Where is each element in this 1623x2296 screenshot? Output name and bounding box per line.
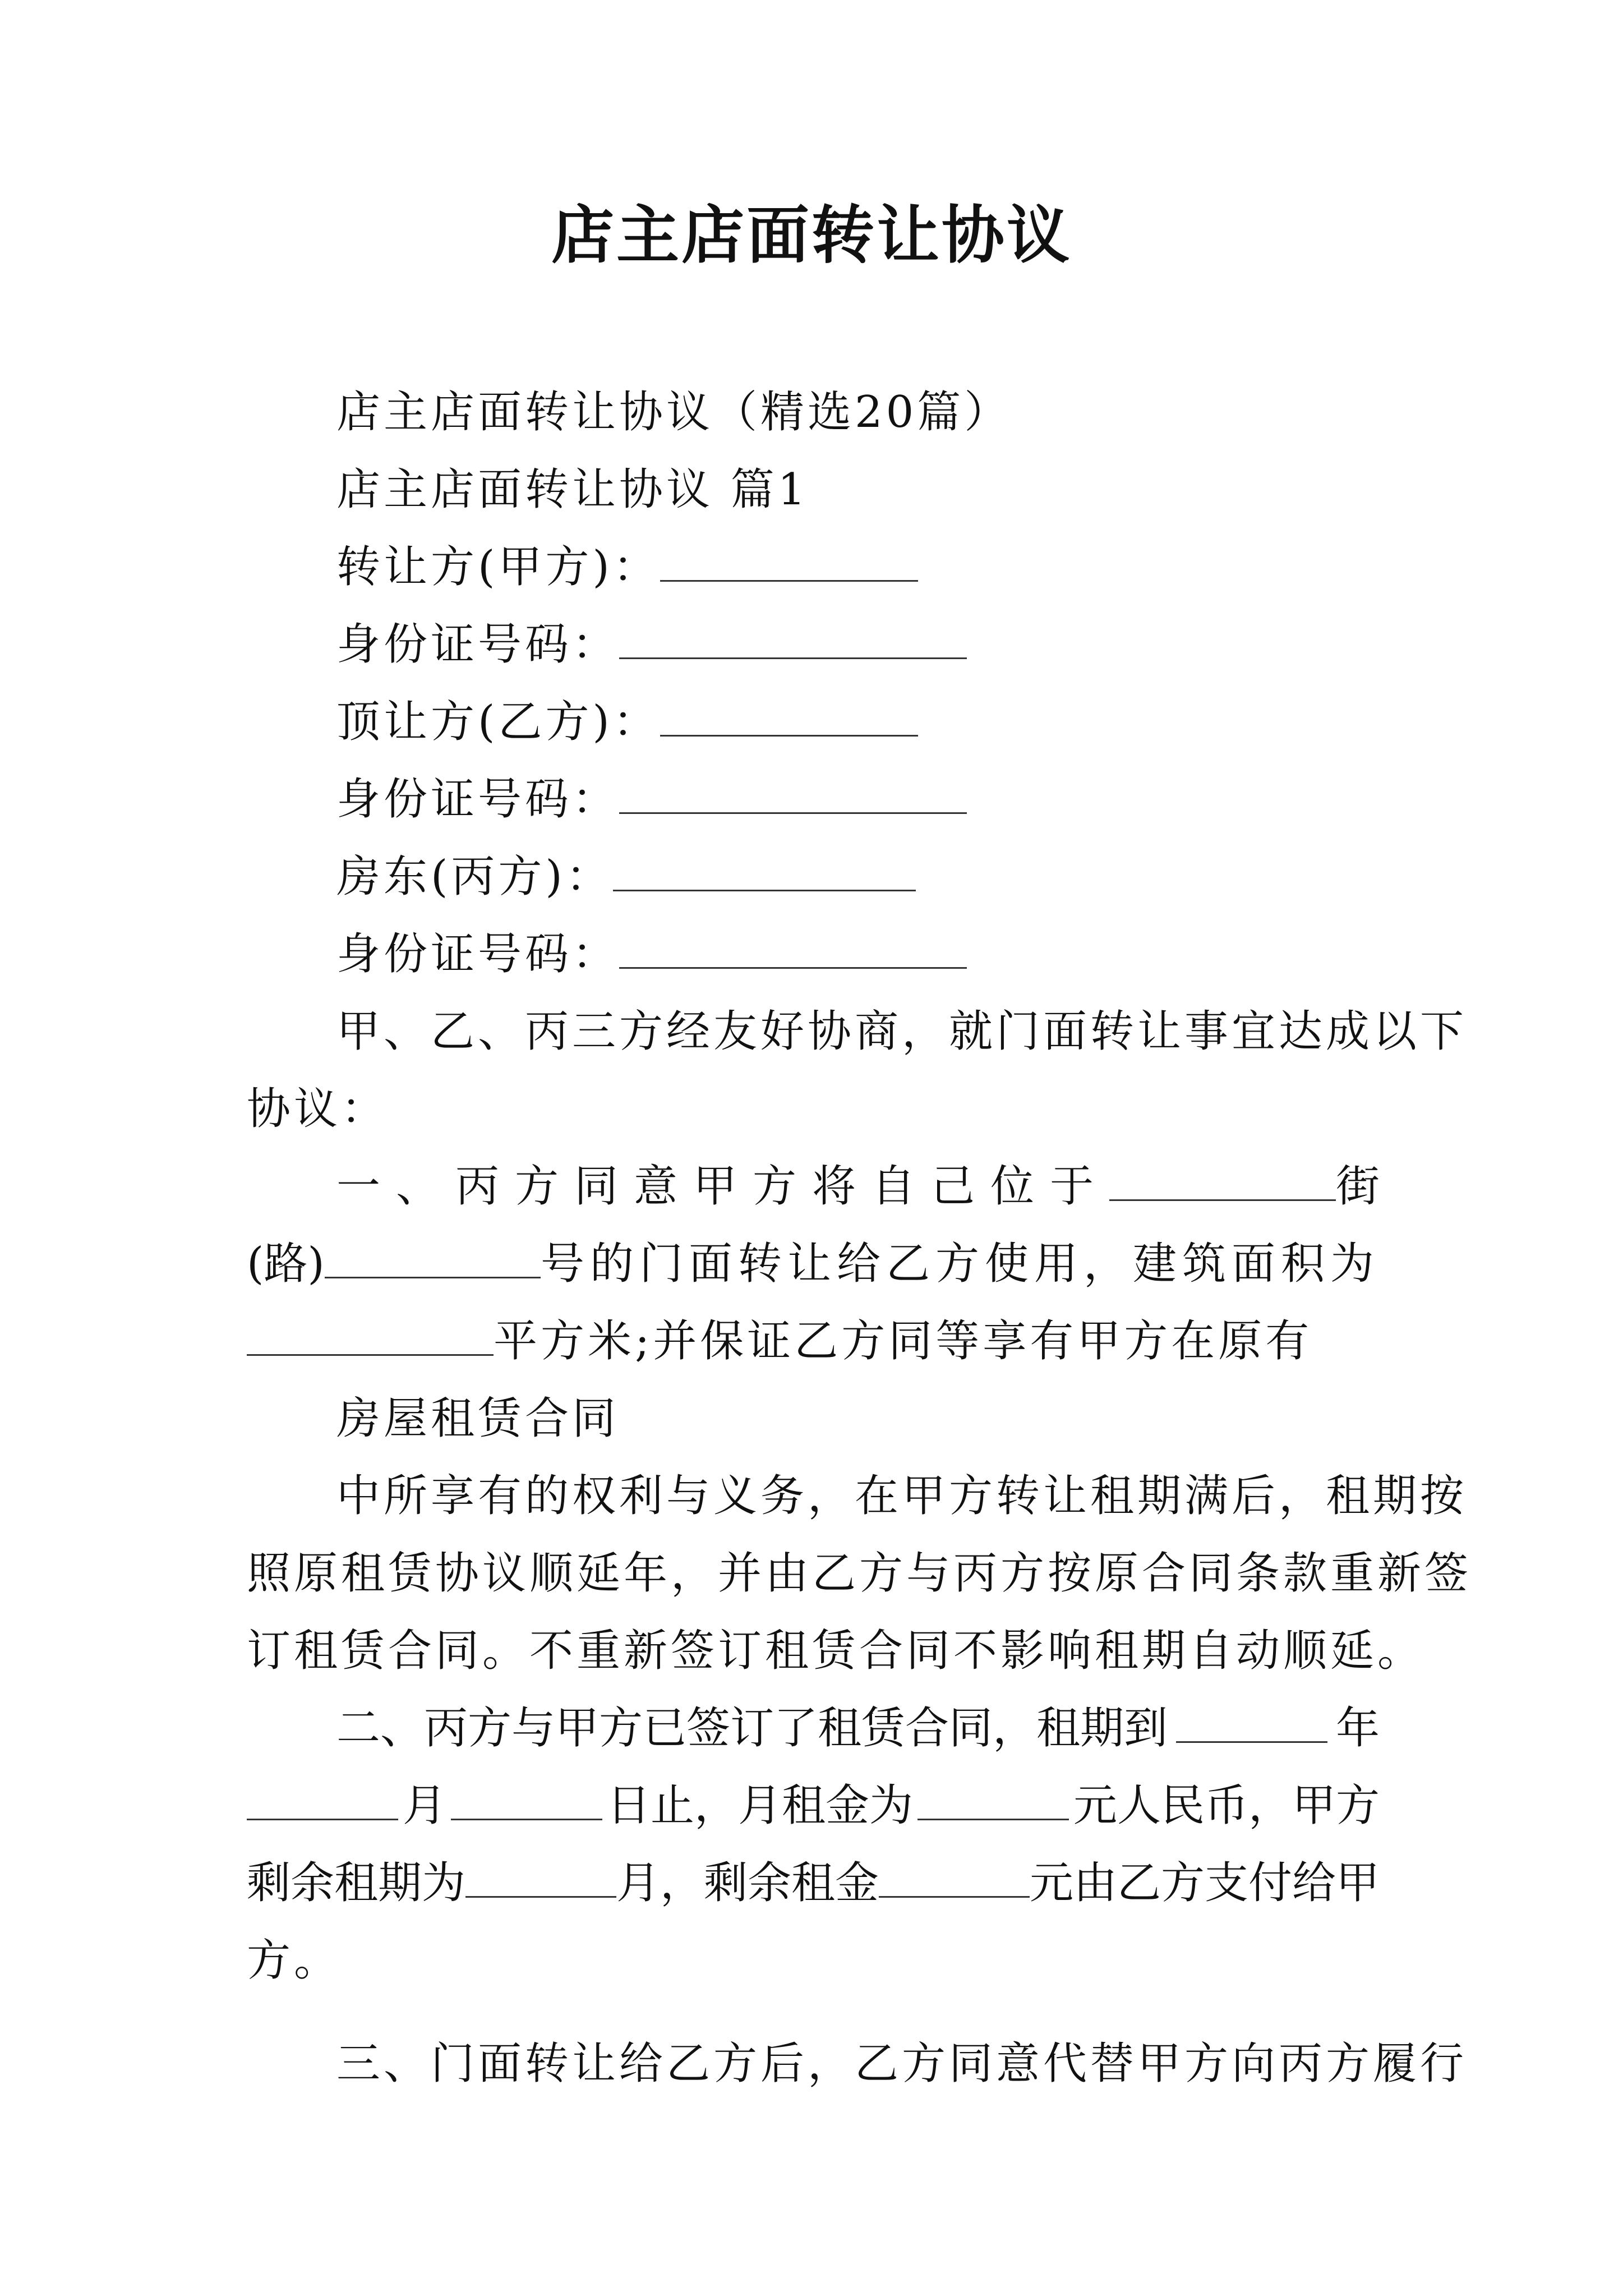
field-transferee-id [336, 769, 967, 830]
clause-text: 日止，月租金为 [606, 1780, 913, 1831]
field-label: 身份证号码： [336, 619, 620, 670]
clause1-line-1 [336, 1156, 1380, 1217]
clause1-line-6: 照原租赁协议顺延年，并由乙方与丙方按原合同条款重新签 [247, 1548, 1472, 1599]
fill-blank[interactable] [247, 1779, 398, 1820]
clause2-line-1 [336, 1697, 1380, 1759]
fill-blank[interactable] [879, 1857, 1030, 1898]
fill-blank[interactable] [619, 773, 967, 814]
clause-text: 二、丙方与甲方已签订了租赁合同，租期到 [336, 1703, 1168, 1754]
clause1-line-5: 中所享有的权利与义务，在甲方转让租期满后，租期按 [336, 1471, 1468, 1521]
fill-blank[interactable] [619, 618, 967, 659]
clause2-line-2 [247, 1775, 1380, 1837]
document-title: 店主店面转让协议 [551, 199, 1072, 272]
field-transferor-id [336, 614, 967, 675]
field-label: 身份证号码： [336, 774, 620, 825]
clause3-line-1: 三、门面转让给乙方后，乙方同意代替甲方向丙方履行 [336, 2039, 1468, 2089]
intro-line-1: 甲、乙、丙三方经友好协商，就门面转让事宜达成以下 [336, 1006, 1468, 1057]
clause-text: 号的门面转让给乙方使用，建筑面积为 [540, 1239, 1380, 1289]
field-label: 身份证号码： [336, 929, 620, 979]
fill-blank[interactable] [325, 1237, 541, 1278]
fill-blank[interactable] [619, 928, 967, 969]
clause1-line-4: 房屋租赁合同 [336, 1393, 620, 1444]
fill-blank[interactable] [1176, 1702, 1327, 1743]
clause2-line-4: 方。 [247, 1935, 342, 1986]
clause1-line-2 [247, 1233, 1380, 1295]
clause-text: 元由乙方支付给甲 [1029, 1858, 1380, 1908]
field-label: 转让方(甲方)： [336, 542, 660, 592]
fill-blank[interactable] [660, 541, 918, 582]
fill-blank[interactable] [1109, 1160, 1336, 1201]
fill-blank[interactable] [247, 1315, 494, 1356]
clause-text: 月，剩余租金 [616, 1858, 879, 1908]
section-heading: 店主店面转让协议 篇1 [336, 464, 809, 515]
clause-text: (路) [247, 1239, 325, 1289]
field-label: 房东(丙方)： [336, 852, 613, 902]
clause-text: 月 [402, 1780, 446, 1831]
clause-text: 元人民币，甲方 [1073, 1780, 1380, 1831]
clause2-line-3 [247, 1852, 1380, 1914]
clause-text: 街 [1335, 1161, 1380, 1212]
fill-blank[interactable] [917, 1779, 1069, 1820]
field-transferee [336, 691, 918, 753]
field-transferor [336, 536, 918, 598]
fill-blank[interactable] [465, 1857, 616, 1898]
fill-blank[interactable] [660, 696, 918, 737]
clause-text: 一、丙方同意甲方将自己位于 [336, 1161, 1110, 1212]
clause-text: 平方米;并保证乙方同等享有甲方在原有 [494, 1316, 1313, 1366]
fill-blank[interactable] [451, 1779, 602, 1820]
clause1-line-7: 订租赁合同。不重新签订租赁合同不影响租期自动顺延。 [247, 1626, 1425, 1676]
field-landlord-id [336, 923, 967, 985]
clause1-line-3 [247, 1310, 1312, 1372]
clause-text: 年 [1335, 1703, 1380, 1754]
clause-text: 剩余租期为 [247, 1858, 466, 1908]
field-landlord [336, 846, 916, 908]
fill-blank[interactable] [613, 850, 916, 891]
intro-line-2: 协议： [247, 1084, 389, 1134]
field-label: 顶让方(乙方)： [336, 697, 660, 747]
document-subtitle: 店主店面转让协议（精选20篇） [336, 387, 1012, 438]
